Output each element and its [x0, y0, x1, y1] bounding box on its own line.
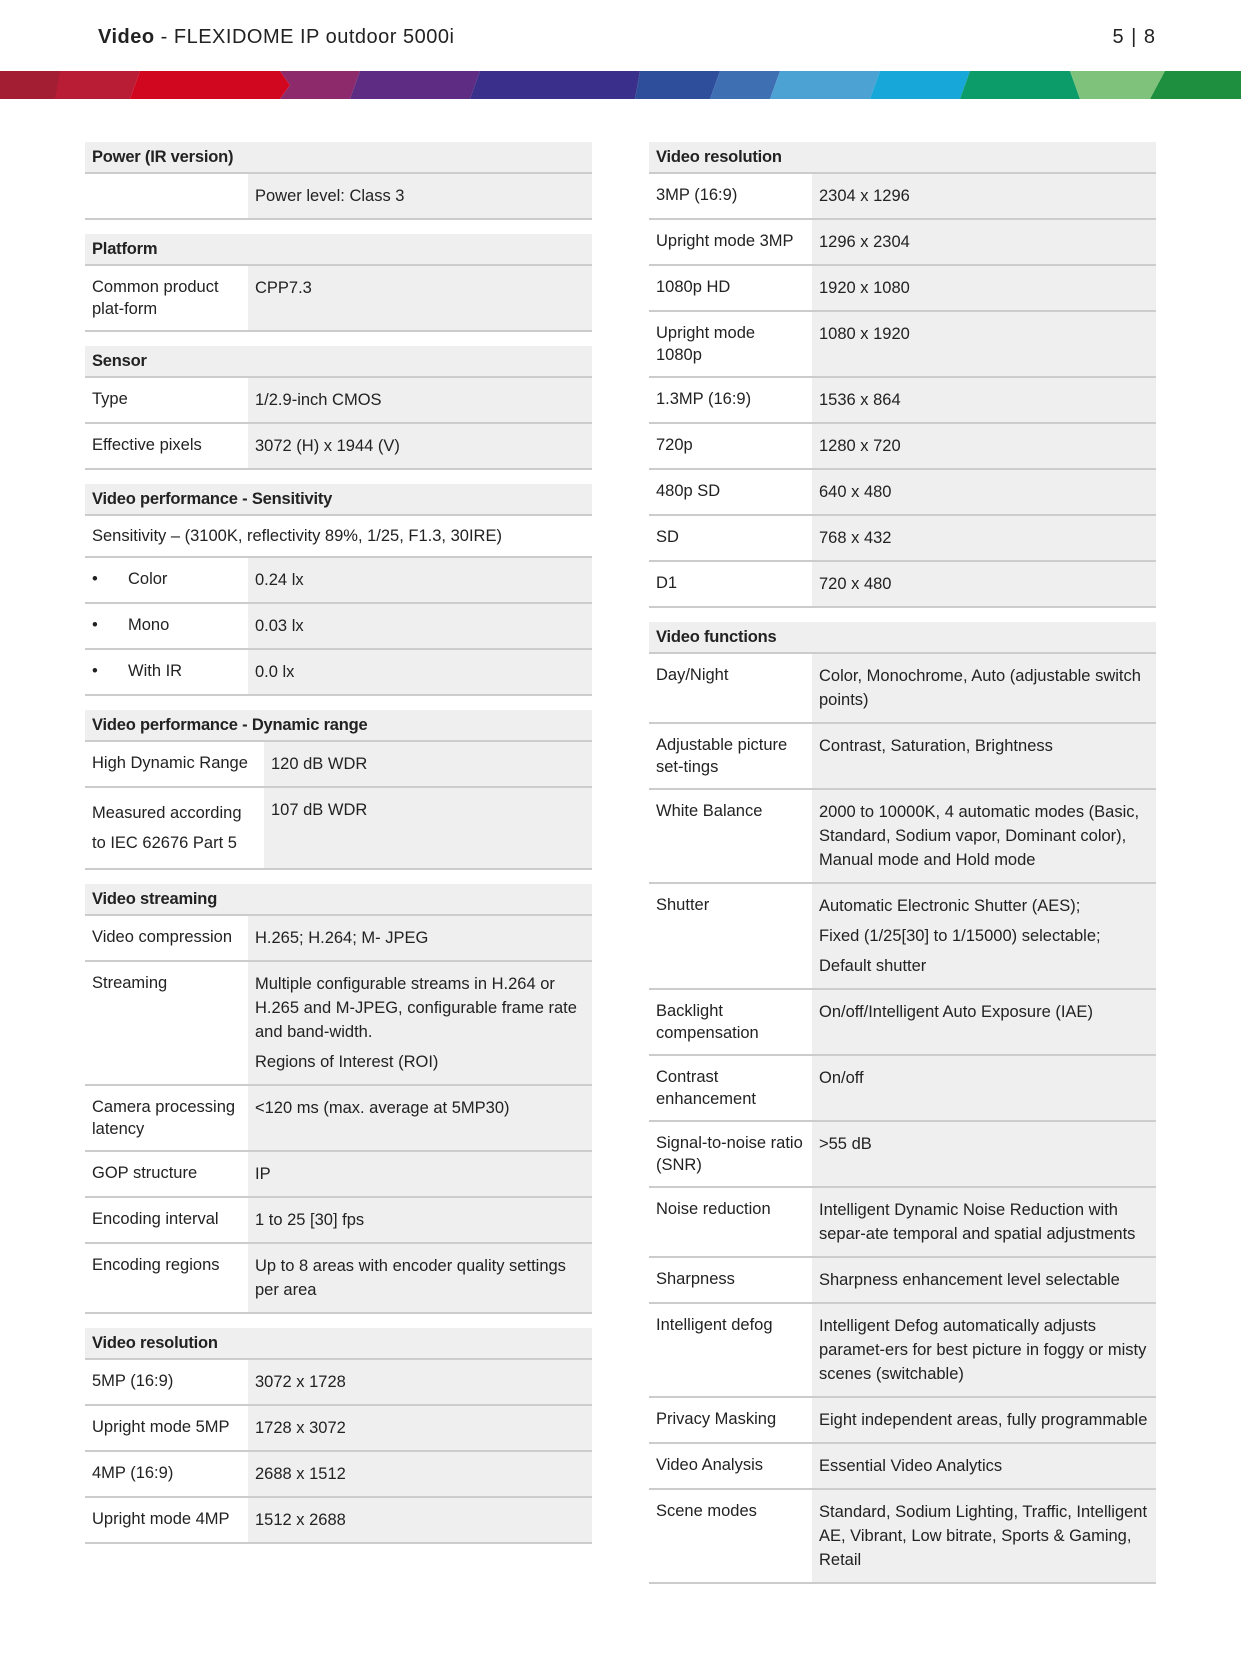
value-line: Multiple configurable streams in H.264 or H.265 and M-JPEG, configurable frame rate and band-width. — [255, 975, 577, 1041]
table-row — [85, 174, 592, 220]
section-title: Video performance - Sensitivity — [85, 484, 592, 516]
section-sensor — [85, 346, 592, 470]
table-row — [85, 266, 592, 332]
table-row — [85, 1406, 592, 1452]
row-value: 640 x 480 — [812, 470, 1156, 514]
section-title: Power (IR version) — [85, 142, 592, 174]
value-line: Automatic Electronic Shutter (AES); — [819, 897, 1081, 915]
row-value: 1/2.9-inch CMOS — [248, 378, 592, 422]
row-label: White Balance — [656, 802, 763, 820]
row-label: Shutter — [656, 896, 710, 914]
row-label — [85, 558, 248, 602]
row-label: Scene modes — [656, 1502, 757, 1520]
table-row — [649, 1444, 1156, 1490]
row-label: Adjustable picture set-tings — [656, 736, 788, 776]
table-row — [649, 1122, 1156, 1188]
table-row — [85, 378, 592, 424]
section-video-resolution-left — [85, 1328, 592, 1544]
section-title: Video performance - Dynamic range — [85, 710, 592, 742]
row-value: 2304 x 1296 — [812, 174, 1156, 218]
table-row — [85, 1452, 592, 1498]
table-row — [85, 742, 592, 788]
row-value: 1296 x 2304 — [812, 220, 1156, 264]
row-value: Intelligent Dynamic Noise Reduction with separ-ate temporal and spatial adjustments — [812, 1188, 1156, 1256]
row-label: Effective pixels — [92, 436, 202, 454]
row-value: 1728 x 3072 — [248, 1406, 592, 1450]
row-label: 480p SD — [656, 482, 721, 500]
row-value: 1280 x 720 — [812, 424, 1156, 468]
row-label — [85, 650, 248, 694]
document-title — [98, 26, 454, 49]
row-label: Encoding regions — [92, 1256, 220, 1274]
row-label: Intelligent defog — [656, 1316, 773, 1334]
row-label: Measured according to IEC 62676 Part 5 — [92, 804, 242, 852]
row-label-text: Mono — [128, 616, 170, 634]
row-label — [85, 604, 248, 648]
row-label: Streaming — [92, 974, 168, 992]
row-label: GOP structure — [92, 1164, 198, 1182]
row-value: Intelligent Defog automatically adjusts paramet-ers for best picture in foggy or misty scenes (switchable) — [812, 1304, 1156, 1396]
table-row — [649, 884, 1156, 990]
row-value: Standard, Sodium Lighting, Traffic, Intelligent AE, Vibrant, Low bitrate, Sports & Gaming, Retail — [812, 1490, 1156, 1582]
section-platform — [85, 234, 592, 332]
row-value: 720 x 480 — [812, 562, 1156, 606]
row-label: Upright mode 1080p — [656, 324, 756, 364]
row-label: Video compression — [92, 928, 233, 946]
table-row — [85, 1244, 592, 1314]
row-value: Eight independent areas, fully programmable — [812, 1398, 1156, 1442]
row-label: Noise reduction — [656, 1200, 771, 1218]
table-row — [85, 788, 592, 870]
value-line: Regions of Interest (ROI) — [255, 1053, 439, 1071]
sensitivity-note: Sensitivity – (3100K, reflectivity 89%, 1/25, F1.3, 30IRE) — [85, 516, 592, 558]
table-row — [85, 1152, 592, 1198]
table-row — [649, 724, 1156, 790]
table-row — [85, 650, 592, 696]
table-row — [649, 562, 1156, 608]
row-label: Backlight compensation — [656, 1002, 759, 1042]
row-value: 0.0 lx — [248, 650, 592, 694]
section-power — [85, 142, 592, 220]
row-value: >55 dB — [812, 1122, 1156, 1186]
section-sensitivity — [85, 484, 592, 696]
row-label: Common product plat-form — [92, 278, 219, 318]
section-title: Video streaming — [85, 884, 592, 916]
value-line: Default shutter — [819, 957, 927, 975]
section-title: Video resolution — [649, 142, 1156, 174]
row-label-text: Color — [128, 570, 168, 588]
table-row — [649, 174, 1156, 220]
table-row — [649, 1258, 1156, 1304]
table-row — [649, 1304, 1156, 1398]
row-value: Essential Video Analytics — [812, 1444, 1156, 1488]
table-row — [85, 558, 592, 604]
table-row — [85, 1498, 592, 1544]
table-row — [649, 312, 1156, 378]
row-value — [248, 962, 592, 1084]
row-value: Color, Monochrome, Auto (adjustable switch points) — [812, 654, 1156, 722]
table-row — [649, 516, 1156, 562]
section-dynamic-range — [85, 710, 592, 870]
row-label: 4MP (16:9) — [92, 1464, 174, 1482]
bullet-icon: • — [92, 570, 98, 588]
row-value: CPP7.3 — [248, 266, 592, 330]
table-row — [649, 220, 1156, 266]
page-header — [0, 0, 1241, 70]
row-value: 120 dB WDR — [264, 742, 592, 786]
row-label: Video Analysis — [656, 1456, 764, 1474]
section-title: Video functions — [649, 622, 1156, 654]
table-row — [649, 378, 1156, 424]
row-label: Upright mode 4MP — [92, 1510, 230, 1528]
row-value: On/off — [812, 1056, 1156, 1120]
row-label: SD — [656, 528, 679, 546]
row-value: 0.24 lx — [248, 558, 592, 602]
table-row — [85, 604, 592, 650]
row-label: Upright mode 5MP — [92, 1418, 230, 1436]
left-column — [85, 142, 592, 1558]
row-label: Privacy Masking — [656, 1410, 777, 1428]
row-value: On/off/Intelligent Auto Exposure (IAE) — [812, 990, 1156, 1054]
row-label: High Dynamic Range — [92, 754, 248, 772]
bullet-icon: • — [92, 662, 98, 680]
table-row — [649, 654, 1156, 724]
table-row — [85, 1360, 592, 1406]
row-value: 0.03 lx — [248, 604, 592, 648]
row-value: 1920 x 1080 — [812, 266, 1156, 310]
row-label: 1.3MP (16:9) — [656, 390, 752, 408]
table-row — [649, 1188, 1156, 1258]
table-row — [649, 1398, 1156, 1444]
row-label: 720p — [656, 436, 693, 454]
table-row — [649, 1056, 1156, 1122]
row-value: Contrast, Saturation, Brightness — [812, 724, 1156, 788]
section-title: Platform — [85, 234, 592, 266]
table-row — [649, 266, 1156, 312]
section-video-streaming — [85, 884, 592, 1314]
section-title: Sensor — [85, 346, 592, 378]
row-value: 2000 to 10000K, 4 automatic modes (Basic, Standard, Sodium vapor, Dominant color), Manual mode and Hold mode — [812, 790, 1156, 882]
row-label-text: With IR — [128, 662, 183, 680]
row-label: Upright mode 3MP — [656, 232, 794, 250]
table-row — [85, 916, 592, 962]
row-value: 107 dB WDR — [264, 788, 592, 868]
row-label: Camera processing latency — [92, 1098, 236, 1138]
table-row — [649, 424, 1156, 470]
row-value: 768 x 432 — [812, 516, 1156, 560]
row-label: Day/Night — [656, 666, 729, 684]
row-label: 5MP (16:9) — [92, 1372, 174, 1390]
table-row — [85, 962, 592, 1086]
table-row — [85, 1086, 592, 1152]
row-value: <120 ms (max. average at 5MP30) — [248, 1086, 592, 1150]
row-value: Power level: Class 3 — [248, 174, 592, 218]
row-label: Contrast enhancement — [656, 1068, 756, 1108]
row-label: Encoding interval — [92, 1210, 219, 1228]
row-label: D1 — [656, 574, 678, 592]
row-value: 1 to 25 [30] fps — [248, 1198, 592, 1242]
section-video-resolution-right — [649, 142, 1156, 608]
table-row — [649, 790, 1156, 884]
row-label: 1080p HD — [656, 278, 731, 296]
bullet-icon: • — [92, 616, 98, 634]
row-label: Sharpness — [656, 1270, 735, 1288]
row-value: Up to 8 areas with encoder quality settings per area — [248, 1244, 592, 1312]
row-value: 1080 x 1920 — [812, 312, 1156, 376]
row-value: 3072 x 1728 — [248, 1360, 592, 1404]
table-row — [649, 470, 1156, 516]
row-value: Sharpness enhancement level selectable — [812, 1258, 1156, 1302]
row-value — [812, 884, 1156, 988]
brand-color-stripe — [0, 71, 1241, 99]
row-value: 1512 x 2688 — [248, 1498, 592, 1542]
page-number: 5 | 8 — [1112, 26, 1156, 48]
right-column — [649, 142, 1156, 1598]
table-row — [649, 990, 1156, 1056]
section-title: Video resolution — [85, 1328, 592, 1360]
row-value: H.265; H.264; M- JPEG — [248, 916, 592, 960]
row-label: Signal-to-noise ratio (SNR) — [656, 1134, 803, 1174]
row-label: Type — [92, 390, 128, 408]
table-row — [649, 1490, 1156, 1584]
table-row — [85, 1198, 592, 1244]
row-value: 2688 x 1512 — [248, 1452, 592, 1496]
table-row — [85, 424, 592, 470]
title-bold: Video — [98, 26, 155, 48]
row-value: 3072 (H) x 1944 (V) — [248, 424, 592, 468]
section-video-functions — [649, 622, 1156, 1584]
title-rest: - FLEXIDOME IP outdoor 5000i — [154, 26, 455, 48]
row-value: IP — [248, 1152, 592, 1196]
row-value: 1536 x 864 — [812, 378, 1156, 422]
row-label — [85, 174, 248, 218]
value-line: Fixed (1/25[30] to 1/15000) selectable; — [819, 927, 1101, 945]
row-label: 3MP (16:9) — [656, 186, 738, 204]
